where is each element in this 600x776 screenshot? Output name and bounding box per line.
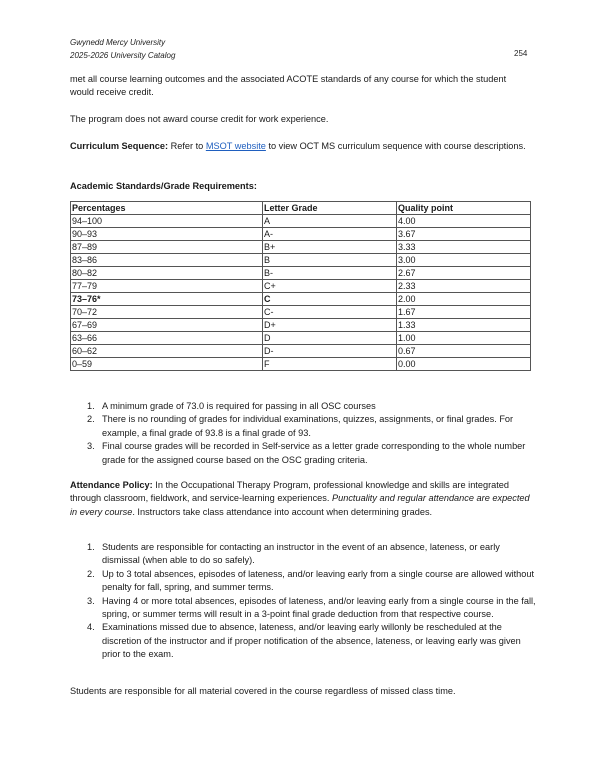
percentage-cell: 87–89 bbox=[71, 241, 263, 254]
quality-point-cell: 3.33 bbox=[397, 241, 531, 254]
quality-point-cell: 0.67 bbox=[397, 345, 531, 358]
percentage-cell: 73–76* bbox=[71, 293, 263, 306]
list-item: 1. A minimum grade of 73.0 is required for passing in all OSC courses bbox=[87, 401, 376, 411]
letter-grade-cell: A bbox=[263, 215, 397, 228]
table-row bbox=[71, 215, 531, 228]
quality-point-cell: 3.67 bbox=[397, 228, 531, 241]
attendance-emphasis: Punctuality and regular attendance are expected in every course bbox=[70, 493, 530, 517]
curriculum-pre-link: Refer to bbox=[168, 141, 206, 151]
quality-point-cell: 2.33 bbox=[397, 280, 531, 293]
table-row bbox=[71, 228, 531, 241]
curriculum-label: Curriculum Sequence: bbox=[70, 141, 169, 151]
table-row bbox=[71, 254, 531, 267]
running-header bbox=[70, 36, 175, 62]
letter-grade-cell: D bbox=[263, 332, 397, 345]
attendance-label: Attendance Policy: bbox=[70, 480, 153, 490]
msot-website-link[interactable]: MSOT website bbox=[205, 141, 266, 151]
attendance-policy-paragraph: Attendance Policy: In the Occupational Therapy Program, professional knowledge and skills are integrated through classroom, fieldwork, and service-learning experiences. Punctuality and regular attendance are expected in every course. Instructors take class attendance into account when determining grades. bbox=[70, 480, 530, 517]
table-row bbox=[71, 358, 531, 371]
work-experience-paragraph: The program does not award course credit for work experience. bbox=[70, 114, 329, 124]
quality-point-cell: 1.33 bbox=[397, 319, 531, 332]
percentage-cell: 77–79 bbox=[71, 280, 263, 293]
quality-point-cell: 4.00 bbox=[397, 215, 531, 228]
list-item: 4. Examinations missed due to absence, lateness, and/or leaving early willonly be rescheduled at the discretion of the instructor and if proper notification of the absence, lateness, or leaving early was given prior to the exam. bbox=[87, 622, 521, 660]
list-item: 3. Having 4 or more total absences, episodes of lateness, and/or leaving early from a single course in the fall, spring, or summer terms will result in a 3-point final grade deduction from that respective course. bbox=[87, 595, 536, 620]
letter-grade-cell: D+ bbox=[263, 319, 397, 332]
percentage-cell: 60–62 bbox=[71, 345, 263, 358]
letter-grade-cell: B+ bbox=[263, 241, 397, 254]
percentage-cell: 80–82 bbox=[71, 267, 263, 280]
academic-standards-heading: Academic Standards/Grade Requirements: bbox=[70, 181, 257, 191]
grade-table bbox=[70, 201, 531, 371]
curriculum-paragraph bbox=[70, 140, 532, 153]
catalog-title: 2025-2026 University Catalog bbox=[70, 51, 176, 60]
attendance-rules-list bbox=[70, 541, 540, 662]
page-number: 254 bbox=[514, 49, 528, 58]
column-header-quality-point: Quality point bbox=[397, 202, 531, 215]
percentage-cell: 90–93 bbox=[71, 228, 263, 241]
percentage-cell: 67–69 bbox=[71, 319, 263, 332]
closing-paragraph: Students are responsible for all material covered in the course regardless of missed class time. bbox=[70, 686, 456, 696]
quality-point-cell: 2.00 bbox=[397, 293, 531, 306]
grade-notes-list bbox=[70, 400, 540, 467]
letter-grade-cell: C+ bbox=[263, 280, 397, 293]
letter-grade-cell: B bbox=[263, 254, 397, 267]
table-row bbox=[71, 319, 531, 332]
quality-point-cell: 3.00 bbox=[397, 254, 531, 267]
table-row bbox=[71, 267, 531, 280]
quality-point-cell: 0.00 bbox=[397, 358, 531, 371]
percentage-cell: 83–86 bbox=[71, 254, 263, 267]
percentage-cell: 94–100 bbox=[71, 215, 263, 228]
letter-grade-cell: A- bbox=[263, 228, 397, 241]
column-header-percentages: Percentages bbox=[71, 202, 263, 215]
letter-grade-cell: C bbox=[263, 293, 397, 306]
list-item: 2. There is no rounding of grades for individual examinations, quizzes, assignments, or final grades. For example, a final grade of 93.8 is a final grade of 93. bbox=[87, 414, 514, 438]
letter-grade-cell: F bbox=[263, 358, 397, 371]
list-item: 1. Students are responsible for contacting an instructor in the event of an absence, lateness, or early dismissal (when able to do so safely). bbox=[87, 542, 500, 566]
table-row bbox=[71, 345, 531, 358]
letter-grade-cell: B- bbox=[263, 267, 397, 280]
table-row-passing-threshold bbox=[71, 293, 531, 306]
table-header-row bbox=[71, 202, 531, 215]
column-header-letter-grade: Letter Grade bbox=[263, 202, 397, 215]
table-row bbox=[71, 280, 531, 293]
quality-point-cell: 1.67 bbox=[397, 306, 531, 319]
quality-point-cell: 1.00 bbox=[397, 332, 531, 345]
percentage-cell: 70–72 bbox=[71, 306, 263, 319]
university-name: Gwynedd Mercy University bbox=[70, 38, 166, 47]
curriculum-post-link: to view OCT MS curriculum sequence with course descriptions. bbox=[265, 141, 526, 151]
quality-point-cell: 2.67 bbox=[397, 267, 531, 280]
percentage-cell: 0–59 bbox=[71, 358, 263, 371]
table-row bbox=[71, 306, 531, 319]
letter-grade-cell: D- bbox=[263, 345, 397, 358]
continuation-paragraph: met all course learning outcomes and the associated ACOTE standards of any course for which the student would receive credit. bbox=[70, 74, 507, 98]
list-item: 3. Final course grades will be recorded in Self-service as a letter grade corresponding to the whole number grade for the assigned course based on the OSC grading criteria. bbox=[87, 441, 526, 465]
table-row bbox=[71, 241, 531, 254]
list-item: 2. Up to 3 total absences, episodes of lateness, and/or leaving early from a single course are allowed without penalty for fall, spring, and summer terms. bbox=[87, 568, 535, 593]
percentage-cell: 63–66 bbox=[71, 332, 263, 345]
table-row bbox=[71, 332, 531, 345]
letter-grade-cell: C- bbox=[263, 306, 397, 319]
